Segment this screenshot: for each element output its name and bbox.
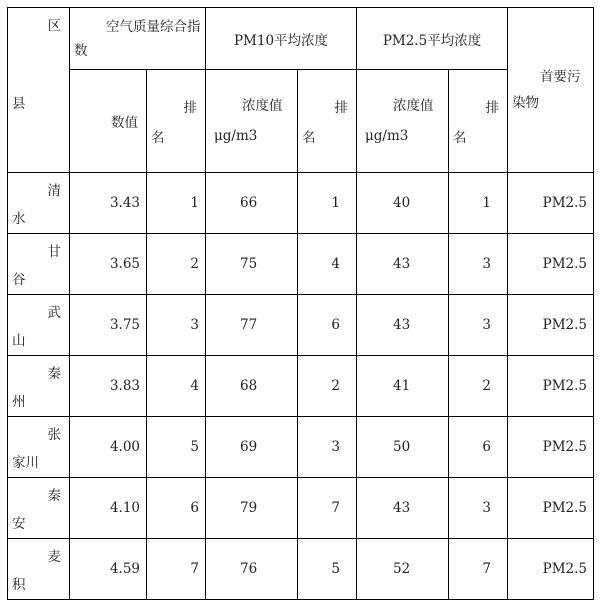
pm25-rank: 2 — [449, 356, 508, 417]
aqi-rank: 1 — [147, 173, 206, 234]
header-row-2 — [8, 70, 594, 173]
table-row — [8, 295, 594, 356]
county-cell — [8, 478, 70, 539]
aqi-header-label: 空气质量综合指数 — [74, 18, 201, 59]
table-row — [8, 478, 594, 539]
aqi-rank-header — [147, 70, 206, 173]
primary-pollutant-header — [508, 8, 594, 173]
primary-pollutant: PM2.5 — [508, 539, 594, 600]
pm10-header: PM10平均浓度 — [206, 8, 357, 70]
aqi-value: 3.83 — [70, 356, 147, 417]
pm25-value: 50 — [357, 417, 449, 478]
table-row — [8, 539, 594, 600]
aqi-value-header: 数值 — [70, 70, 147, 173]
aqi-value: 4.10 — [70, 478, 147, 539]
aqi-rank: 4 — [147, 356, 206, 417]
pm10-rank: 1 — [298, 173, 357, 234]
pm25-value-header — [357, 70, 449, 173]
county-cell — [8, 356, 70, 417]
aqi-value: 3.65 — [70, 234, 147, 295]
table-row — [8, 356, 594, 417]
pm10-unit: μg/m3 — [214, 128, 258, 144]
county-cell — [8, 417, 70, 478]
pm25-value: 43 — [357, 234, 449, 295]
air-quality-table — [7, 7, 594, 600]
pm10-rank: 3 — [298, 417, 357, 478]
pm10-rank: 6 — [298, 295, 357, 356]
pm10-rank: 2 — [298, 356, 357, 417]
pm10-value: 79 — [206, 478, 298, 539]
county-name-top: 张 — [47, 427, 61, 443]
county-name-bottom: 家川 — [12, 455, 39, 471]
county-cell — [8, 539, 70, 600]
pm25-rank-header-top: 排 — [485, 100, 500, 116]
county-name-top: 秦 — [47, 366, 61, 382]
county-name-bottom: 积 — [12, 577, 26, 593]
county-name-bottom: 州 — [12, 394, 26, 410]
county-name-top: 清 — [47, 183, 61, 199]
pm25-value: 41 — [357, 356, 449, 417]
aqi-value: 4.00 — [70, 417, 147, 478]
pm25-value: 40 — [357, 173, 449, 234]
aqi-rank: 7 — [147, 539, 206, 600]
pm10-value: 76 — [206, 539, 298, 600]
pm25-value: 43 — [357, 478, 449, 539]
pm25-rank: 3 — [449, 478, 508, 539]
aqi-rank: 2 — [147, 234, 206, 295]
aqi-value: 3.75 — [70, 295, 147, 356]
pm10-rank: 4 — [298, 234, 357, 295]
pm10-rank: 7 — [298, 478, 357, 539]
table-row — [8, 173, 594, 234]
pm10-value: 66 — [206, 173, 298, 234]
aqi-rank-header-top: 排 — [183, 100, 197, 116]
primary-pollutant: PM2.5 — [508, 234, 594, 295]
pm25-rank: 6 — [449, 417, 508, 478]
pm10-value: 68 — [206, 356, 298, 417]
pm10-rank-header-bottom: 名 — [302, 130, 316, 146]
county-header — [8, 8, 70, 173]
primary-pollutant: PM2.5 — [508, 478, 594, 539]
pm25-rank: 1 — [449, 173, 508, 234]
county-header-bottom: 县 — [12, 96, 26, 112]
pm25-value: 43 — [357, 295, 449, 356]
aqi-rank: 5 — [147, 417, 206, 478]
county-cell — [8, 234, 70, 295]
pm25-unit: μg/m3 — [365, 128, 409, 144]
county-cell — [8, 173, 70, 234]
pm10-value: 75 — [206, 234, 298, 295]
aqi-rank: 3 — [147, 295, 206, 356]
pm10-rank: 5 — [298, 539, 357, 600]
table-row — [8, 417, 594, 478]
aqi-rank-header-bottom: 名 — [151, 130, 165, 146]
aqi-value: 4.59 — [70, 539, 147, 600]
table-row — [8, 234, 594, 295]
pm10-rank-header-top: 排 — [334, 100, 348, 116]
pm25-header: PM2.5平均浓度 — [357, 8, 508, 70]
pm25-value-header-label: 浓度值 — [393, 98, 434, 114]
aqi-header — [70, 8, 206, 70]
county-name-top: 麦 — [47, 549, 61, 565]
pm25-rank-header-bottom: 名 — [453, 130, 467, 146]
pm10-value: 69 — [206, 417, 298, 478]
county-name-bottom: 水 — [12, 211, 26, 227]
pm10-value-header — [206, 70, 298, 173]
county-cell — [8, 295, 70, 356]
aqi-rank: 6 — [147, 478, 206, 539]
aqi-value: 3.43 — [70, 173, 147, 234]
header-row-1 — [8, 8, 594, 70]
pm10-value-header-label: 浓度值 — [242, 98, 283, 114]
pm25-rank-header — [449, 70, 508, 173]
pm25-rank: 7 — [449, 539, 508, 600]
primary-pollutant: PM2.5 — [508, 173, 594, 234]
pm10-rank-header — [298, 70, 357, 173]
primary-pollutant: PM2.5 — [508, 356, 594, 417]
pm25-value: 52 — [357, 539, 449, 600]
county-name-bottom: 安 — [12, 516, 26, 532]
county-header-top: 区 — [47, 18, 61, 34]
primary-pollutant-label: 首要污染物 — [512, 69, 581, 111]
county-name-bottom: 谷 — [12, 272, 26, 288]
pm10-value: 77 — [206, 295, 298, 356]
pm25-rank: 3 — [449, 234, 508, 295]
pm25-rank: 3 — [449, 295, 508, 356]
county-name-top: 武 — [47, 305, 61, 321]
county-name-top: 秦 — [47, 488, 61, 504]
county-name-bottom: 山 — [12, 333, 26, 349]
primary-pollutant: PM2.5 — [508, 295, 594, 356]
county-name-top: 甘 — [47, 244, 61, 260]
primary-pollutant: PM2.5 — [508, 417, 594, 478]
